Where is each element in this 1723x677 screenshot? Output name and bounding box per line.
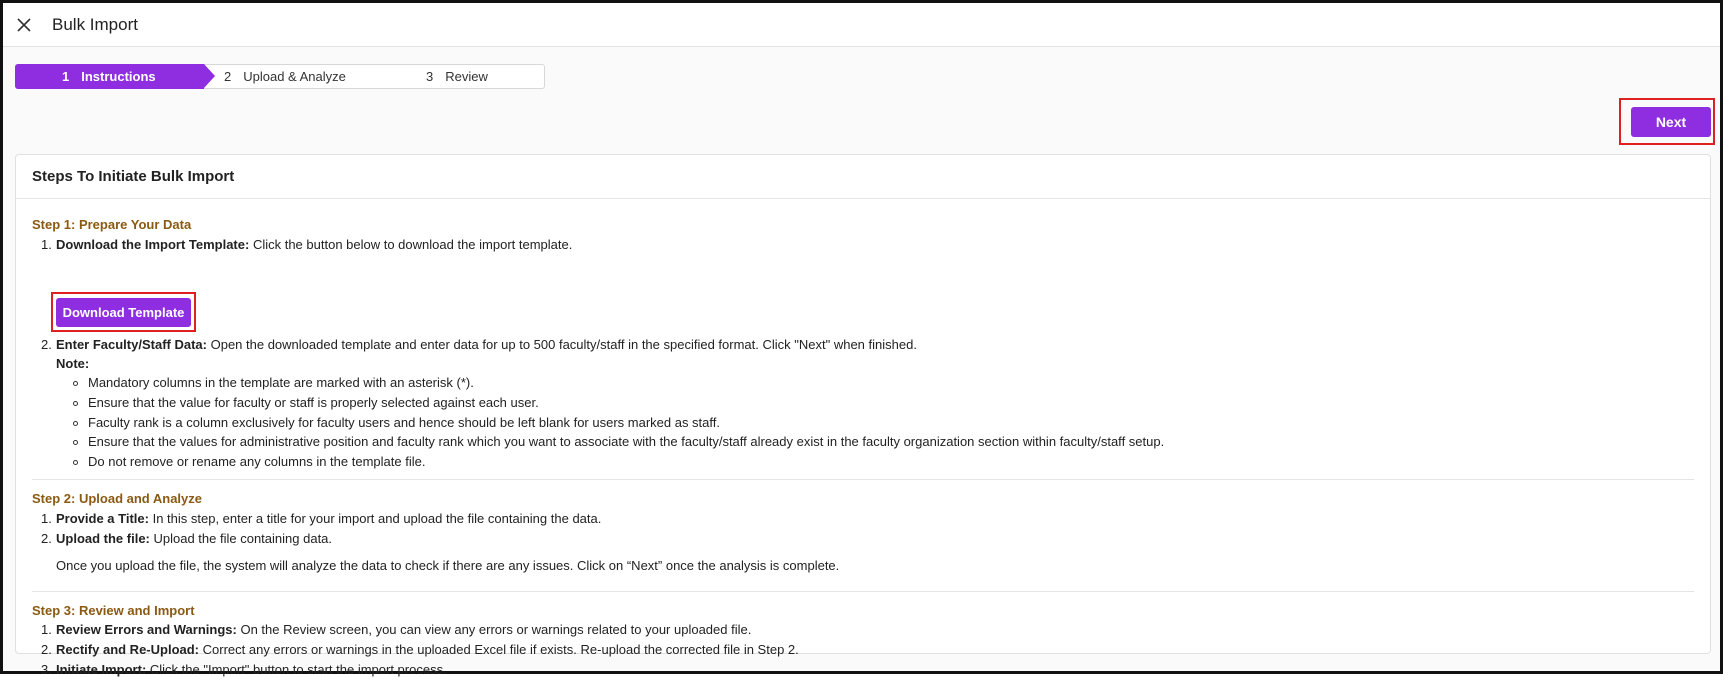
- list-number: 1.: [41, 622, 52, 637]
- step-instructions[interactable]: [15, 64, 204, 89]
- bullet: [73, 460, 78, 465]
- step2-item-2: [56, 531, 332, 546]
- note-label: Note:: [56, 356, 90, 371]
- step-label: Review: [445, 69, 488, 84]
- step2-footer: Once you upload the file, the system will analyze the data to check if there are any issues. Click on “Next” once the analysis is complete.: [56, 558, 840, 573]
- download-template-button[interactable]: Download Template: [56, 298, 191, 327]
- item-text: On the Review screen, you can view any errors or warnings related to your uploaded file.: [236, 622, 752, 637]
- header-bar: [3, 3, 1720, 47]
- list-number: 1.: [41, 237, 52, 252]
- step2-title: Step 2: Upload and Analyze: [32, 491, 202, 506]
- item-text: Correct any errors or warnings in the uploaded Excel file if exists. Re-upload the corrected file in Step 2.: [199, 642, 799, 657]
- note-item: Ensure that the values for administrative position and faculty rank which you want to associate with the faculty/staff already exist in the faculty organization section within faculty/staff setup.: [88, 434, 1165, 449]
- list-number: 2.: [41, 642, 52, 657]
- step-number: 1: [62, 69, 70, 84]
- note-item: Ensure that the value for faculty or staff is properly selected against each user.: [88, 395, 539, 410]
- close-icon: [17, 18, 31, 32]
- section-divider: [32, 479, 1694, 480]
- list-number: 1.: [41, 511, 52, 526]
- item-bold: Enter Faculty/Staff Data:: [56, 337, 207, 352]
- step1-title: Step 1: Prepare Your Data: [32, 217, 192, 232]
- item-text: In this step, enter a title for your import and upload the file containing the data.: [148, 511, 602, 526]
- item-bold: Download the Import Template:: [56, 237, 250, 252]
- step-number: 2: [224, 69, 232, 84]
- note-item: Faculty rank is a column exclusively for faculty users and hence should be left blank for users marked as staff.: [88, 415, 721, 430]
- step3-item-2: [56, 642, 799, 657]
- close-button[interactable]: [13, 14, 35, 36]
- card-title: Steps To Initiate Bulk Import: [16, 155, 1710, 199]
- item-text: Click the "Import" button to start the import process.: [146, 662, 447, 677]
- step3-item-1: [56, 622, 751, 637]
- step2-item-1: [56, 511, 601, 526]
- bullet: [73, 381, 78, 386]
- list-number: 2.: [41, 531, 52, 546]
- item-bold: Rectify and Re-Upload:: [56, 642, 200, 657]
- bullet: [73, 440, 78, 445]
- section-divider: [32, 591, 1694, 592]
- item-bold: Review Errors and Warnings:: [56, 622, 237, 637]
- next-button[interactable]: Next: [1631, 107, 1711, 137]
- item-bold: Upload the file:: [56, 531, 150, 546]
- step-upload-analyze[interactable]: [224, 65, 346, 88]
- item-bold: Initiate Import:: [56, 662, 147, 677]
- note-item: Mandatory columns in the template are marked with an asterisk (*).: [88, 375, 474, 390]
- step3-title: Step 3: Review and Import: [32, 603, 195, 618]
- item-bold: Provide a Title:: [56, 511, 149, 526]
- list-number: 2.: [41, 337, 52, 352]
- step1-item-1: [56, 237, 572, 252]
- item-text: Click the button below to download the import template.: [249, 237, 573, 252]
- step-label: Instructions: [81, 69, 156, 84]
- step-label: Upload & Analyze: [243, 69, 346, 84]
- step-number: 3: [426, 69, 434, 84]
- item-text: Upload the file containing data.: [149, 531, 333, 546]
- instructions-card: [15, 154, 1711, 677]
- bullet: [73, 401, 78, 406]
- bullet: [73, 421, 78, 426]
- list-number: 3.: [41, 662, 52, 677]
- step-arrow: [204, 64, 215, 88]
- note-item: Do not remove or rename any columns in the template file.: [88, 454, 426, 469]
- item-text: Open the downloaded template and enter data for up to 500 faculty/staff in the specified format. Click "Next" when finished.: [206, 337, 917, 352]
- step-review[interactable]: [426, 65, 488, 88]
- step1-item-2: [56, 337, 917, 352]
- page-title: Bulk Import: [52, 15, 138, 34]
- stepper: [15, 64, 545, 89]
- step3-item-3: [56, 662, 447, 677]
